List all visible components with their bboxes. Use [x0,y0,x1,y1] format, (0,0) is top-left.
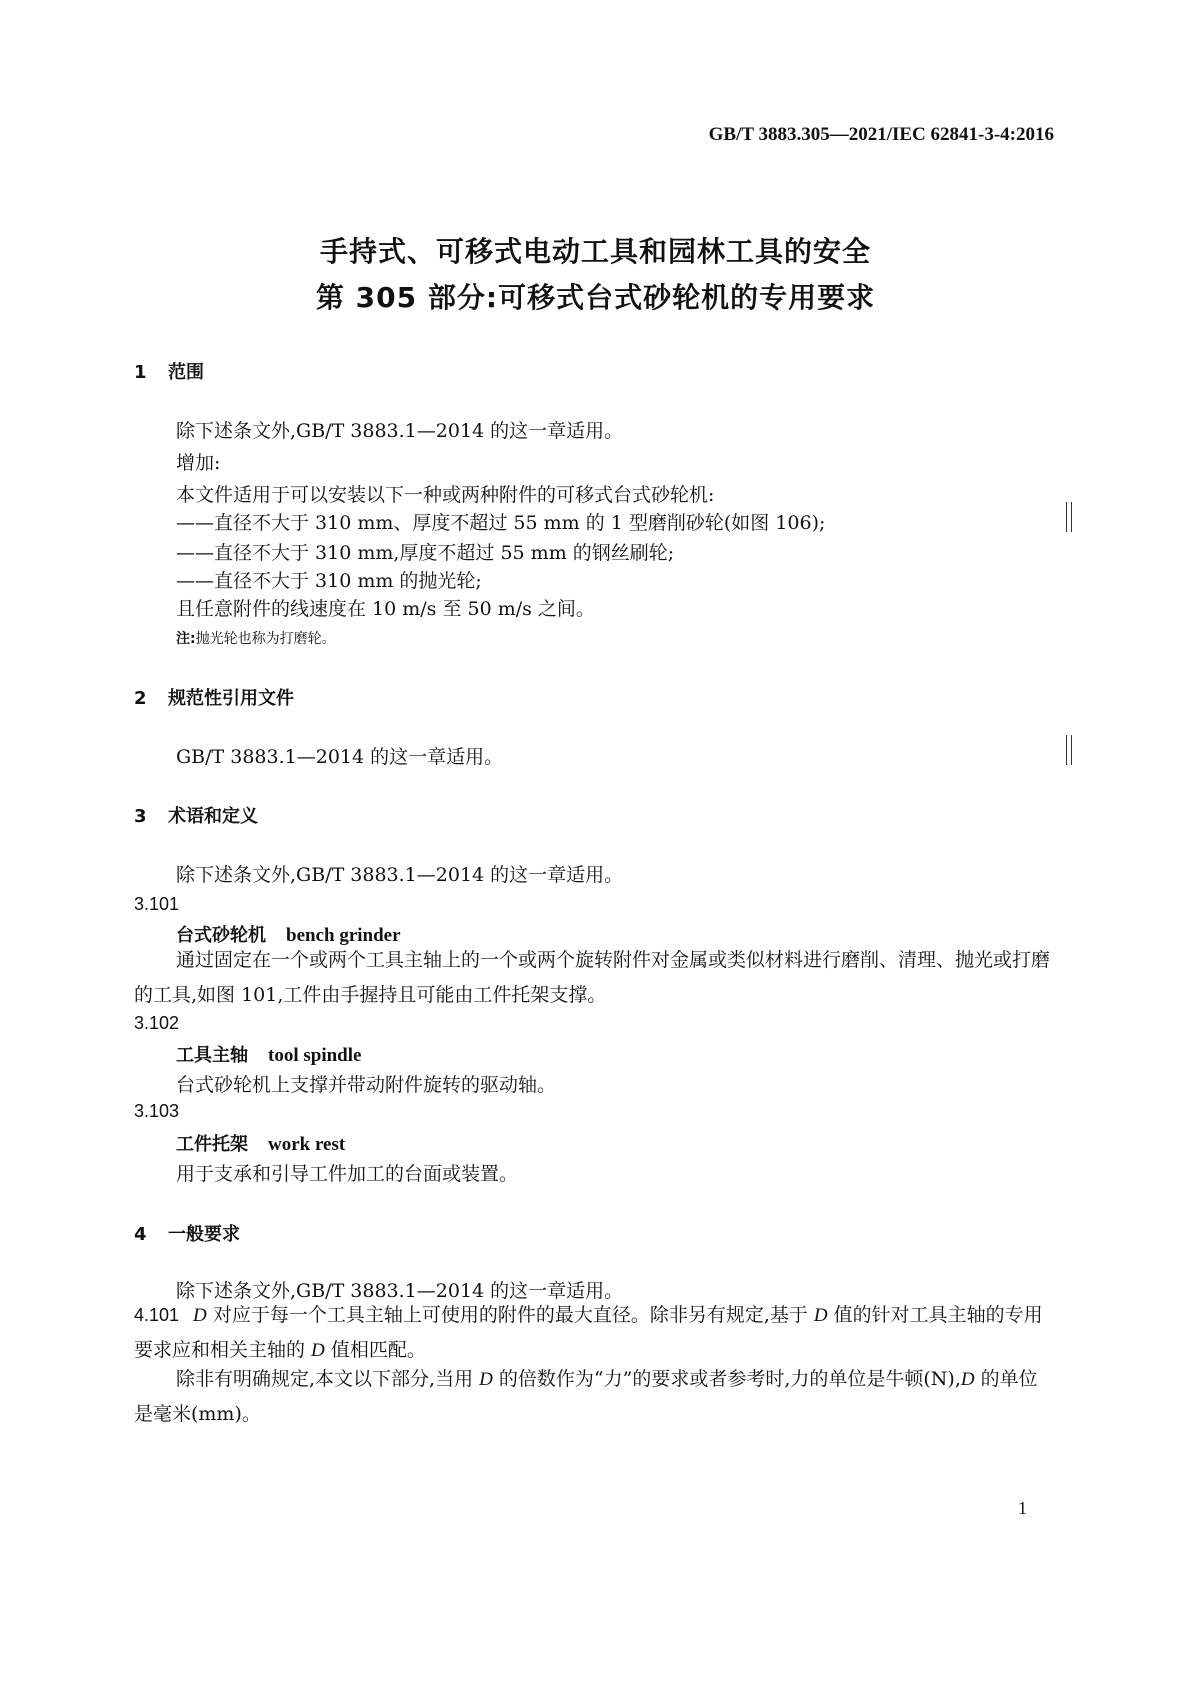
page-number: 1 [1018,1498,1027,1518]
symbol-d: D [479,1369,493,1390]
symbol-d: D [193,1305,207,1326]
standard-code: GB/T 3883.305—2021/IEC 62841-3-4:2016 [708,124,1054,145]
term-number: 3.102 [134,1013,180,1033]
paragraph-line: GB/T 3883.1—2014 的这一章适用。 [176,746,504,768]
term-number: 3.103 [134,1101,180,1121]
section-title: 一般要求 [168,1224,240,1245]
list-item: ——直径不大于 310 mm 的抛光轮; [176,570,482,592]
term-zh: 工件托架 [176,1134,248,1155]
paragraph-text: 的单位是毫米(mm)。 [134,1368,1038,1425]
paragraph-line: 除下述条文外,GB/T 3883.1—2014 的这一章适用。 [176,864,624,886]
section-4-heading [134,1220,240,1246]
clause-4-101 [134,1298,1054,1368]
note-text: 抛光轮也称为打磨轮。 [195,631,336,647]
term-en: work rest [268,1134,346,1155]
paragraph [134,1362,1054,1432]
term-en: bench grinder [286,925,401,946]
clause-text: 值的针对工具主轴的专用要求应和相关主轴的 [134,1304,1043,1361]
term-zh: 台式砂轮机 [176,925,266,946]
section-title: 规范性引用文件 [168,688,294,709]
clause-text: 对应于每一个工具主轴上可使用的附件的最大直径。除非另有规定,基于 [206,1304,814,1326]
symbol-d: D [813,1305,828,1326]
change-bar-mark [1066,502,1072,532]
paragraph-text: 的倍数作为“力”的要求或者参考时,力的单位是牛顿(N), [492,1368,961,1390]
term-definition: 用于支承和引导工件加工的台面或装置。 [176,1163,519,1185]
term-heading [176,1041,361,1067]
section-1-heading [134,358,204,384]
term-heading [176,1130,345,1156]
term-number: 3.101 [134,894,180,914]
term-en: tool spindle [268,1045,362,1066]
note [176,628,336,648]
section-title: 范围 [168,362,204,383]
change-bar-mark [1066,735,1072,765]
paragraph-line: 本文件适用于可以安装以下一种或两种附件的可移式台式砂轮机: [176,484,715,506]
term-definition: 台式砂轮机上支撑并带动附件旋转的驱动轴。 [176,1074,557,1096]
symbol-d: D [311,1340,325,1361]
section-number: 3 [134,806,147,827]
section-number: 4 [134,1224,147,1245]
list-item: ——直径不大于 310 mm、厚度不超过 55 mm 的 1 型磨削砂轮(如图 106); [176,512,826,534]
paragraph-line: 增加: [176,452,221,474]
clause-number: 4.101 [134,1305,180,1325]
term-zh: 工具主轴 [176,1045,248,1066]
document-title-line-2: 第 305 部分:可移式台式砂轮机的专用要求 [315,281,876,314]
clause-text: 值相匹配。 [324,1339,426,1361]
section-number: 1 [134,362,147,383]
section-number: 2 [134,688,147,709]
symbol-d: D [960,1369,975,1390]
section-2-heading [134,684,294,710]
paragraph-line: 除下述条文外,GB/T 3883.1—2014 的这一章适用。 [176,420,624,442]
section-3-heading [134,802,258,828]
paragraph-line: 且任意附件的线速度在 10 m/s 至 50 m/s 之间。 [176,598,595,620]
document-title-line-1: 手持式、可移式电动工具和园林工具的安全 [319,235,871,268]
term-definition: 通过固定在一个或两个工具主轴上的一个或两个旋转附件对金属或类似材料进行磨削、清理、抛光或打磨的工具,如图 101,工件由手握持且可能由工件托架支撑。 [134,949,1051,1006]
paragraph-text: 除非有明确规定,本文以下部分,当用 [176,1368,480,1390]
paragraph-line: 除下述条文外,GB/T 3883.1—2014 的这一章适用。 [176,1280,624,1302]
list-item: ——直径不大于 310 mm,厚度不超过 55 mm 的钢丝刷轮; [176,542,675,564]
section-title: 术语和定义 [168,806,258,827]
note-label: 注: [176,631,196,647]
